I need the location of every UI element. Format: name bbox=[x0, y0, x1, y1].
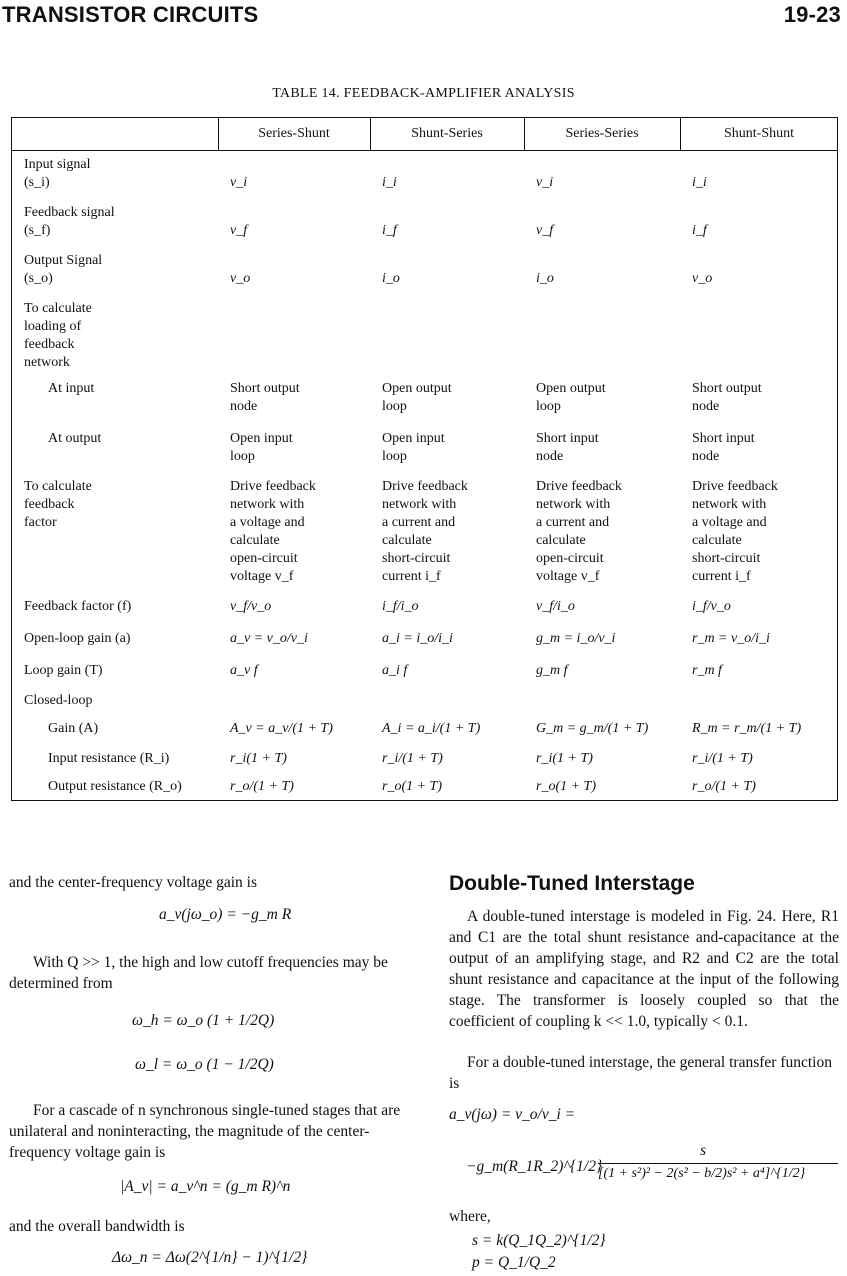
table-cell: Drive feedback network with a current and calculate open-circuit voltage v_f bbox=[536, 479, 622, 584]
table-cell: i_f/i_o bbox=[382, 599, 419, 614]
right-paragraph-1: A double-tuned interstage is modeled in Fig. 24. Here, R1 and C1 are the total shunt resistance and-capacitance at the output of an amplifying stage, and R2 and C2 are the total shunt resistance and capacitance at the input of the following stage. The transformer is loosely coupled so that the coefficient of coupling k << 1.0, typically < 0.1. bbox=[449, 908, 839, 1030]
table-cell: i_o bbox=[382, 271, 400, 286]
row-label: Feedback factor (f) bbox=[24, 599, 132, 614]
page-number: 19-23 bbox=[783, 2, 841, 27]
table-cell: v_i bbox=[230, 175, 248, 190]
table-cell: a_i f bbox=[382, 663, 408, 678]
table-cell: Short output node bbox=[230, 381, 300, 414]
table-cell: v_f/v_o bbox=[230, 599, 272, 614]
right-paragraph-2: For a double-tuned interstage, the general transfer function is bbox=[449, 1054, 832, 1092]
equation-transfer-numerator: s bbox=[700, 1142, 707, 1159]
table-cell: a_v = v_o/v_i bbox=[230, 631, 308, 646]
equation-transfer-denominator: [(1 + s²)² − 2(s² − b/2)s² + a⁴]^{1/2} bbox=[598, 1166, 806, 1181]
section-heading-double-tuned: Double-Tuned Interstage bbox=[449, 872, 695, 895]
row-label: At output bbox=[48, 431, 102, 446]
table-cell: i_f bbox=[382, 223, 397, 238]
table-cell: r_i/(1 + T) bbox=[692, 751, 753, 766]
table-cell: r_m = v_o/i_i bbox=[692, 631, 770, 646]
table-cell: a_v f bbox=[230, 663, 258, 678]
left-paragraph-1: and the center-frequency voltage gain is bbox=[9, 874, 258, 891]
row-label: Open-loop gain (a) bbox=[24, 631, 131, 646]
equation-p-definition: p = Q_1/Q_2 bbox=[472, 1254, 556, 1271]
row-label: Feedback signal (s_f) bbox=[24, 205, 115, 238]
table-cell: v_i bbox=[536, 175, 554, 190]
row-label: To calculate loading of feedback network bbox=[24, 301, 92, 370]
table-cell: r_i/(1 + T) bbox=[382, 751, 443, 766]
equation-cascade-gain: |A_v| = a_v^n = (g_m R)^n bbox=[120, 1178, 291, 1195]
table-cell: r_o(1 + T) bbox=[536, 779, 597, 794]
table-cell: r_i(1 + T) bbox=[230, 751, 287, 766]
table-cell: Short input node bbox=[692, 431, 755, 464]
table-cell: Open output loop bbox=[536, 381, 606, 414]
row-label: At input bbox=[48, 381, 95, 396]
column-header-shunt-shunt: Shunt-Shunt bbox=[723, 126, 794, 141]
row-label: Output Signal (s_o) bbox=[24, 253, 103, 286]
column-header-series-shunt: Series-Shunt bbox=[258, 126, 330, 141]
table-cell: Drive feedback network with a voltage and calculate open-circuit voltage v_f bbox=[230, 479, 316, 584]
table-cell: g_m f bbox=[536, 663, 568, 678]
table-cell: r_o(1 + T) bbox=[382, 779, 443, 794]
table-cell: r_i(1 + T) bbox=[536, 751, 593, 766]
table-cell: r_o/(1 + T) bbox=[692, 779, 756, 794]
row-label: To calculate feedback factor bbox=[24, 479, 92, 530]
equation-s-definition: s = k(Q_1Q_2)^{1/2} bbox=[472, 1232, 606, 1249]
table-cell: i_f bbox=[692, 223, 707, 238]
table-cell: r_m f bbox=[692, 663, 722, 678]
header-rule bbox=[12, 150, 837, 151]
table-cell: A_i = a_i/(1 + T) bbox=[382, 721, 481, 736]
equation-low-cutoff: ω_l = ω_o (1 − 1/2Q) bbox=[135, 1056, 274, 1073]
equation-transfer-coefficient: −g_m(R_1R_2)^{1/2} bbox=[466, 1158, 603, 1175]
table-cell: Open output loop bbox=[382, 381, 452, 414]
left-paragraph-2: With Q >> 1, the high and low cutoff frequencies may be determined from bbox=[9, 954, 388, 992]
row-label: Output resistance (R_o) bbox=[48, 779, 182, 794]
table-cell: Short input node bbox=[536, 431, 599, 464]
left-paragraph-4: and the overall bandwidth is bbox=[9, 1218, 185, 1235]
table-cell: i_f/v_o bbox=[692, 599, 731, 614]
row-label: Closed-loop bbox=[24, 693, 93, 708]
equation-transfer-lhs: a_v(jω) = v_o/v_i = bbox=[449, 1106, 576, 1123]
table-cell: i_o bbox=[536, 271, 554, 286]
table-cell: i_i bbox=[692, 175, 707, 190]
table-cell: a_i = i_o/i_i bbox=[382, 631, 453, 646]
table-cell: A_v = a_v/(1 + T) bbox=[230, 721, 333, 736]
table-cell: i_i bbox=[382, 175, 397, 190]
equation-overall-bandwidth: Δω_n = Δω(2^{1/n} − 1)^{1/2} bbox=[112, 1249, 308, 1266]
row-label: Loop gain (T) bbox=[24, 663, 103, 678]
table-cell: Drive feedback network with a voltage and calculate short-circuit current i_f bbox=[692, 479, 778, 584]
equation-high-cutoff: ω_h = ω_o (1 + 1/2Q) bbox=[132, 1012, 275, 1029]
running-header-title: TRANSISTOR CIRCUITS bbox=[2, 2, 259, 27]
table-cell: v_o bbox=[230, 271, 251, 286]
row-label: Input resistance (R_i) bbox=[48, 751, 170, 766]
table-cell: v_f bbox=[230, 223, 248, 238]
equation-center-gain: a_v(jω_o) = −g_m R bbox=[159, 906, 292, 923]
table-cell: v_o bbox=[692, 271, 713, 286]
table-cell: G_m = g_m/(1 + T) bbox=[536, 721, 649, 736]
row-label: Gain (A) bbox=[48, 721, 99, 736]
table-cell: R_m = r_m/(1 + T) bbox=[692, 721, 802, 736]
row-label: Input signal (s_i) bbox=[24, 157, 91, 190]
fraction-bar bbox=[598, 1163, 838, 1164]
table-title: TABLE 14. FEEDBACK-AMPLIFIER ANALYSIS bbox=[272, 86, 575, 101]
column-header-shunt-series: Shunt-Series bbox=[411, 126, 483, 141]
table-cell: Open input loop bbox=[382, 431, 445, 464]
table-cell: Short output node bbox=[692, 381, 762, 414]
feedback-analysis-table bbox=[11, 117, 838, 801]
table-cell: v_f/i_o bbox=[536, 599, 575, 614]
column-header-series-series: Series-Series bbox=[565, 126, 639, 141]
table-cell: v_f bbox=[536, 223, 554, 238]
table-cell: g_m = i_o/v_i bbox=[536, 631, 616, 646]
table-cell: Open input loop bbox=[230, 431, 293, 464]
left-paragraph-3: For a cascade of n synchronous single-tuned stages that are unilateral and noninteracting, the magnitude of the center-frequency voltage gain is bbox=[9, 1102, 401, 1161]
where-label: where, bbox=[449, 1208, 491, 1225]
table-cell: Drive feedback network with a current and calculate short-circuit current i_f bbox=[382, 479, 468, 584]
table-cell: r_o/(1 + T) bbox=[230, 779, 294, 794]
